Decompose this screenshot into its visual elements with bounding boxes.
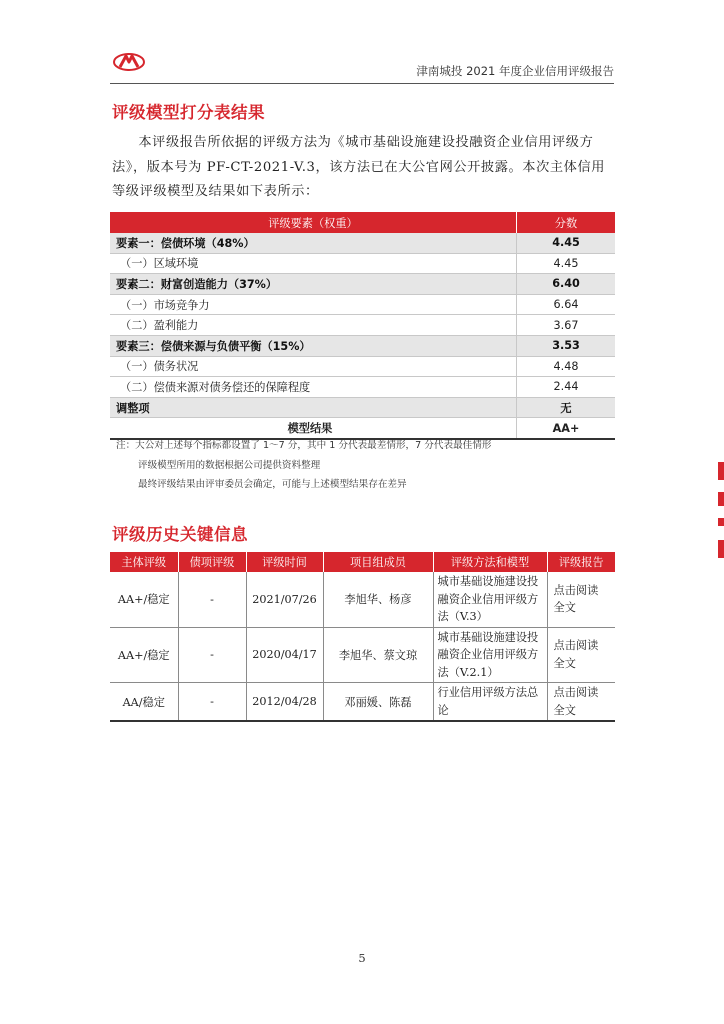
factor-label: （一）债务状况 — [110, 356, 517, 377]
factor-score: 无 — [517, 397, 616, 418]
edge-seal-mark — [718, 540, 724, 558]
factor-label: （一）市场竞争力 — [110, 294, 517, 315]
factor-score: 4.48 — [517, 356, 616, 377]
rating-method: 城市基础设施建设投融资企业信用评级方法（V.3） — [433, 572, 547, 627]
rating-date: 2020/04/17 — [246, 627, 323, 683]
table-row — [110, 356, 615, 377]
note-line: 评级模型所用的数据根据公司提供资料整理 — [138, 459, 321, 471]
factor-score: 6.40 — [517, 274, 616, 295]
table-row — [110, 233, 615, 253]
factor-score: 4.45 — [517, 233, 616, 253]
team-members: 李旭华、蔡文琼 — [323, 627, 433, 683]
factor-score: AA+ — [517, 418, 616, 439]
rating-history-table — [110, 552, 615, 722]
report-link[interactable]: 点击阅读全文 — [547, 683, 615, 722]
factor-label: （一）区域环境 — [110, 253, 517, 274]
debt-rating: - — [178, 627, 246, 683]
table-row — [110, 335, 615, 356]
note-line: 注：大公对上述每个指标都设置了 1～7 分，其中 1 分代表最差情形，7 分代表最佳情形 — [116, 440, 492, 451]
table-row — [110, 683, 615, 722]
issuer-rating: AA+/稳定 — [110, 627, 178, 683]
column-header-team-members: 项目组成员 — [323, 552, 433, 572]
factor-label: （二）偿债来源对债务偿还的保障程度 — [110, 377, 517, 398]
header-divider — [110, 83, 614, 84]
rating-method: 行业信用评级方法总论 — [433, 683, 547, 722]
column-header-method: 评级方法和模型 — [433, 552, 547, 572]
score-table-header — [110, 212, 615, 233]
debt-rating: - — [178, 683, 246, 722]
rating-date: 2012/04/28 — [246, 683, 323, 722]
issuer-rating: AA+/稳定 — [110, 572, 178, 627]
edge-seal-mark — [718, 462, 724, 480]
report-link[interactable]: 点击阅读全文 — [547, 627, 615, 683]
factor-label: （二）盈利能力 — [110, 315, 517, 336]
column-header-score: 分数 — [517, 212, 616, 233]
factor-label: 要素一：偿债环境（48%） — [110, 233, 517, 253]
debt-rating: - — [178, 572, 246, 627]
score-table — [110, 212, 615, 440]
table-row — [110, 315, 615, 336]
column-header-report: 评级报告 — [547, 552, 615, 572]
rating-method: 城市基础设施建设投融资企业信用评级方法（V.2.1） — [433, 627, 547, 683]
company-logo-icon — [112, 52, 146, 72]
table-row — [110, 274, 615, 295]
column-header-factor: 评级要素（权重） — [110, 212, 517, 233]
history-table-header — [110, 552, 615, 572]
table-notes — [116, 436, 491, 495]
report-link[interactable]: 点击阅读全文 — [547, 572, 615, 627]
section-title-rating-history: 评级历史关键信息 — [112, 525, 248, 544]
factor-score: 4.45 — [517, 253, 616, 274]
table-row — [110, 627, 615, 683]
factor-label: 要素二：财富创造能力（37%） — [110, 274, 517, 295]
rating-date: 2021/07/26 — [246, 572, 323, 627]
edge-seal-mark — [718, 492, 724, 506]
column-header-rating-date: 评级时间 — [246, 552, 323, 572]
factor-label: 模型结果 — [110, 418, 517, 439]
factor-score: 6.64 — [517, 294, 616, 315]
factor-score: 3.53 — [517, 335, 616, 356]
factor-score: 3.67 — [517, 315, 616, 336]
edge-seal-mark — [718, 518, 724, 526]
team-members: 李旭华、杨彦 — [323, 572, 433, 627]
factor-label: 调整项 — [110, 397, 517, 418]
table-row — [110, 294, 615, 315]
column-header-debt-rating: 债项评级 — [178, 552, 246, 572]
table-row — [110, 572, 615, 627]
factor-score: 2.44 — [517, 377, 616, 398]
team-members: 邓丽媛、陈磊 — [323, 683, 433, 722]
header-title: 津南城投 2021 年度企业信用评级报告 — [416, 64, 614, 78]
issuer-rating: AA/稳定 — [110, 683, 178, 722]
section-title-model-score: 评级模型打分表结果 — [112, 103, 265, 122]
factor-label: 要素三：偿债来源与负债平衡（15%） — [110, 335, 517, 356]
column-header-issuer-rating: 主体评级 — [110, 552, 178, 572]
intro-paragraph: 本评级报告所依据的评级方法为《城市基础设施建设投融资企业信用评级方法》，版本号为 PF-CT-2021-V.3，该方法已在大公官网公开披露。本次主体信用等级评级模型及结果如下表所示： — [112, 135, 606, 199]
table-row — [110, 397, 615, 418]
page-number: 5 — [358, 951, 366, 965]
note-line: 最终评级结果由评审委员会确定，可能与上述模型结果存在差异 — [138, 479, 407, 490]
table-row — [110, 253, 615, 274]
table-row — [110, 377, 615, 398]
